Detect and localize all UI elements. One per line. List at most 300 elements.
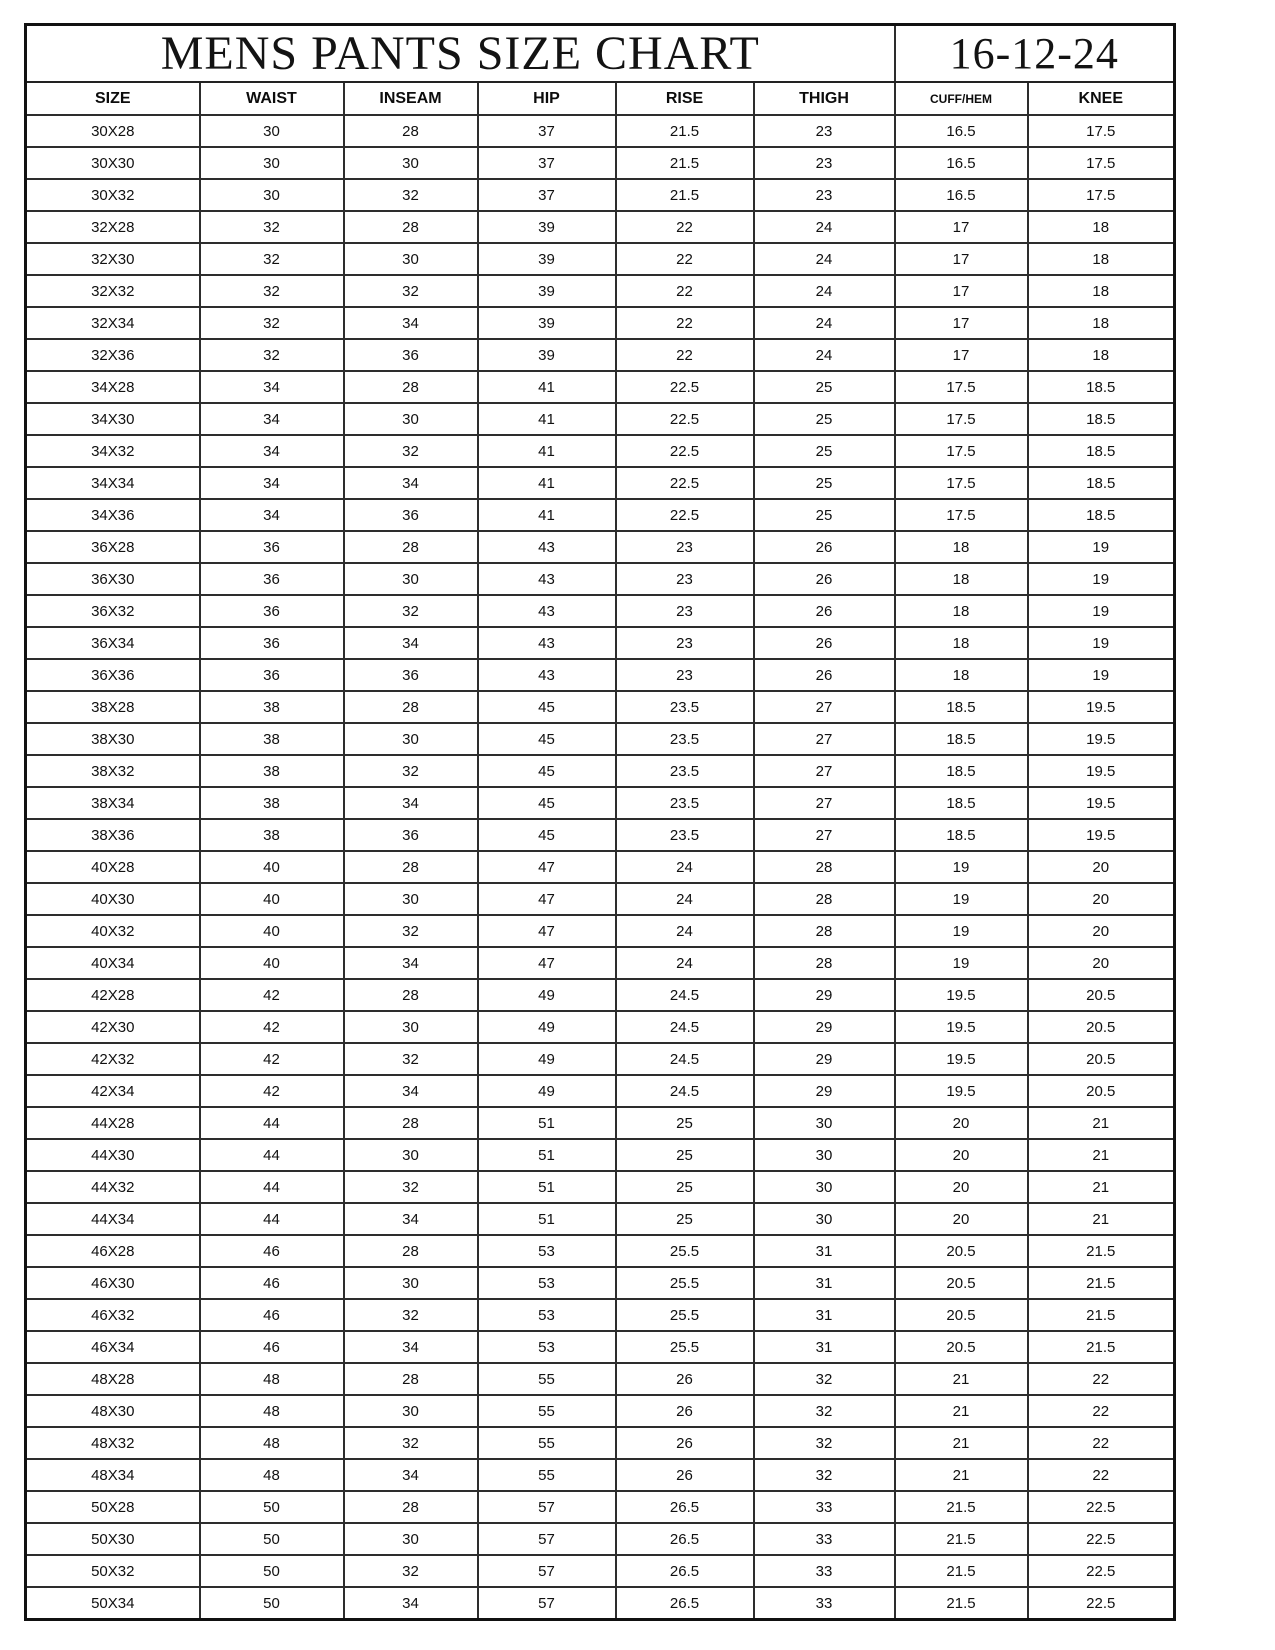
value-cell: 18 bbox=[895, 659, 1028, 691]
value-cell: 19 bbox=[895, 947, 1028, 979]
size-cell: 46X34 bbox=[26, 1331, 200, 1363]
value-cell: 23.5 bbox=[616, 819, 754, 851]
table-row bbox=[26, 1395, 1175, 1427]
value-cell: 40 bbox=[200, 851, 344, 883]
value-cell: 55 bbox=[478, 1459, 616, 1491]
size-cell: 34X36 bbox=[26, 499, 200, 531]
table-row bbox=[26, 371, 1175, 403]
value-cell: 26 bbox=[616, 1363, 754, 1395]
value-cell: 24 bbox=[616, 947, 754, 979]
value-cell: 22 bbox=[1028, 1363, 1175, 1395]
value-cell: 17.5 bbox=[1028, 147, 1175, 179]
value-cell: 22.5 bbox=[616, 499, 754, 531]
value-cell: 25 bbox=[616, 1139, 754, 1171]
value-cell: 23 bbox=[616, 659, 754, 691]
value-cell: 36 bbox=[200, 531, 344, 563]
table-row bbox=[26, 1203, 1175, 1235]
value-cell: 18 bbox=[895, 531, 1028, 563]
value-cell: 57 bbox=[478, 1491, 616, 1523]
value-cell: 20.5 bbox=[1028, 979, 1175, 1011]
value-cell: 36 bbox=[344, 499, 478, 531]
value-cell: 18.5 bbox=[895, 691, 1028, 723]
value-cell: 40 bbox=[200, 947, 344, 979]
size-cell: 38X34 bbox=[26, 787, 200, 819]
value-cell: 32 bbox=[344, 179, 478, 211]
value-cell: 32 bbox=[754, 1427, 895, 1459]
value-cell: 21 bbox=[1028, 1203, 1175, 1235]
column-header-knee: KNEE bbox=[1028, 82, 1175, 115]
table-row bbox=[26, 147, 1175, 179]
value-cell: 16.5 bbox=[895, 147, 1028, 179]
value-cell: 26 bbox=[616, 1427, 754, 1459]
value-cell: 25 bbox=[616, 1171, 754, 1203]
value-cell: 17.5 bbox=[895, 499, 1028, 531]
size-cell: 34X32 bbox=[26, 435, 200, 467]
value-cell: 30 bbox=[754, 1107, 895, 1139]
value-cell: 21.5 bbox=[895, 1491, 1028, 1523]
value-cell: 42 bbox=[200, 1043, 344, 1075]
table-row bbox=[26, 531, 1175, 563]
value-cell: 42 bbox=[200, 1011, 344, 1043]
value-cell: 28 bbox=[344, 851, 478, 883]
value-cell: 29 bbox=[754, 1075, 895, 1107]
value-cell: 53 bbox=[478, 1235, 616, 1267]
table-row bbox=[26, 1011, 1175, 1043]
value-cell: 23 bbox=[616, 595, 754, 627]
size-cell: 44X32 bbox=[26, 1171, 200, 1203]
value-cell: 17.5 bbox=[895, 403, 1028, 435]
value-cell: 33 bbox=[754, 1491, 895, 1523]
value-cell: 17 bbox=[895, 275, 1028, 307]
value-cell: 27 bbox=[754, 787, 895, 819]
value-cell: 47 bbox=[478, 915, 616, 947]
value-cell: 19 bbox=[1028, 659, 1175, 691]
value-cell: 18.5 bbox=[895, 787, 1028, 819]
value-cell: 20.5 bbox=[1028, 1075, 1175, 1107]
column-header-hip: HIP bbox=[478, 82, 616, 115]
value-cell: 19 bbox=[1028, 595, 1175, 627]
value-cell: 57 bbox=[478, 1523, 616, 1555]
size-cell: 44X34 bbox=[26, 1203, 200, 1235]
value-cell: 23 bbox=[754, 115, 895, 147]
value-cell: 30 bbox=[344, 883, 478, 915]
value-cell: 16.5 bbox=[895, 115, 1028, 147]
value-cell: 55 bbox=[478, 1395, 616, 1427]
value-cell: 38 bbox=[200, 755, 344, 787]
header-row bbox=[26, 82, 1175, 115]
value-cell: 22 bbox=[1028, 1459, 1175, 1491]
value-cell: 22.5 bbox=[616, 371, 754, 403]
value-cell: 19.5 bbox=[895, 1043, 1028, 1075]
table-row bbox=[26, 275, 1175, 307]
value-cell: 22 bbox=[1028, 1427, 1175, 1459]
value-cell: 18.5 bbox=[1028, 371, 1175, 403]
value-cell: 19.5 bbox=[1028, 787, 1175, 819]
size-cell: 48X30 bbox=[26, 1395, 200, 1427]
value-cell: 24 bbox=[754, 339, 895, 371]
table-row bbox=[26, 627, 1175, 659]
value-cell: 27 bbox=[754, 723, 895, 755]
value-cell: 30 bbox=[344, 563, 478, 595]
size-cell: 30X32 bbox=[26, 179, 200, 211]
size-cell: 48X28 bbox=[26, 1363, 200, 1395]
table-row bbox=[26, 723, 1175, 755]
value-cell: 17.5 bbox=[1028, 179, 1175, 211]
table-row bbox=[26, 1427, 1175, 1459]
value-cell: 20 bbox=[895, 1139, 1028, 1171]
table-row bbox=[26, 947, 1175, 979]
value-cell: 17.5 bbox=[895, 371, 1028, 403]
value-cell: 22.5 bbox=[1028, 1587, 1175, 1620]
value-cell: 21.5 bbox=[1028, 1331, 1175, 1363]
value-cell: 37 bbox=[478, 115, 616, 147]
value-cell: 48 bbox=[200, 1363, 344, 1395]
value-cell: 32 bbox=[200, 275, 344, 307]
value-cell: 46 bbox=[200, 1331, 344, 1363]
value-cell: 44 bbox=[200, 1107, 344, 1139]
value-cell: 49 bbox=[478, 1043, 616, 1075]
value-cell: 22 bbox=[616, 243, 754, 275]
value-cell: 19 bbox=[895, 883, 1028, 915]
value-cell: 21 bbox=[1028, 1107, 1175, 1139]
value-cell: 26 bbox=[754, 563, 895, 595]
value-cell: 43 bbox=[478, 563, 616, 595]
value-cell: 43 bbox=[478, 659, 616, 691]
value-cell: 32 bbox=[200, 307, 344, 339]
value-cell: 36 bbox=[344, 339, 478, 371]
size-cell: 50X30 bbox=[26, 1523, 200, 1555]
value-cell: 28 bbox=[344, 979, 478, 1011]
value-cell: 23.5 bbox=[616, 723, 754, 755]
value-cell: 17.5 bbox=[895, 435, 1028, 467]
value-cell: 19 bbox=[1028, 563, 1175, 595]
value-cell: 18 bbox=[1028, 211, 1175, 243]
size-cell: 38X30 bbox=[26, 723, 200, 755]
value-cell: 18 bbox=[895, 563, 1028, 595]
value-cell: 53 bbox=[478, 1299, 616, 1331]
value-cell: 20 bbox=[895, 1107, 1028, 1139]
value-cell: 28 bbox=[754, 883, 895, 915]
value-cell: 20 bbox=[1028, 947, 1175, 979]
value-cell: 34 bbox=[200, 403, 344, 435]
value-cell: 29 bbox=[754, 979, 895, 1011]
value-cell: 30 bbox=[344, 1523, 478, 1555]
value-cell: 18 bbox=[1028, 307, 1175, 339]
size-cell: 44X28 bbox=[26, 1107, 200, 1139]
value-cell: 44 bbox=[200, 1203, 344, 1235]
value-cell: 31 bbox=[754, 1331, 895, 1363]
value-cell: 24 bbox=[754, 275, 895, 307]
value-cell: 32 bbox=[344, 275, 478, 307]
value-cell: 34 bbox=[344, 1075, 478, 1107]
value-cell: 46 bbox=[200, 1299, 344, 1331]
value-cell: 49 bbox=[478, 1011, 616, 1043]
value-cell: 53 bbox=[478, 1331, 616, 1363]
value-cell: 26.5 bbox=[616, 1523, 754, 1555]
size-cell: 48X32 bbox=[26, 1427, 200, 1459]
value-cell: 23.5 bbox=[616, 691, 754, 723]
size-cell: 36X32 bbox=[26, 595, 200, 627]
value-cell: 27 bbox=[754, 691, 895, 723]
table-row bbox=[26, 659, 1175, 691]
value-cell: 19.5 bbox=[1028, 819, 1175, 851]
value-cell: 23.5 bbox=[616, 755, 754, 787]
value-cell: 19.5 bbox=[895, 1011, 1028, 1043]
value-cell: 32 bbox=[344, 1427, 478, 1459]
value-cell: 30 bbox=[344, 1267, 478, 1299]
size-cell: 32X36 bbox=[26, 339, 200, 371]
value-cell: 32 bbox=[344, 1555, 478, 1587]
value-cell: 25 bbox=[616, 1203, 754, 1235]
value-cell: 17 bbox=[895, 339, 1028, 371]
size-cell: 38X28 bbox=[26, 691, 200, 723]
table-row bbox=[26, 787, 1175, 819]
value-cell: 36 bbox=[200, 627, 344, 659]
value-cell: 20.5 bbox=[895, 1331, 1028, 1363]
value-cell: 21.5 bbox=[1028, 1267, 1175, 1299]
size-cell: 34X28 bbox=[26, 371, 200, 403]
value-cell: 18 bbox=[895, 627, 1028, 659]
size-cell: 36X30 bbox=[26, 563, 200, 595]
value-cell: 21 bbox=[1028, 1171, 1175, 1203]
value-cell: 34 bbox=[344, 1203, 478, 1235]
size-cell: 42X28 bbox=[26, 979, 200, 1011]
column-header-cuff-hem: CUFF/HEM bbox=[895, 82, 1028, 115]
value-cell: 32 bbox=[344, 915, 478, 947]
value-cell: 43 bbox=[478, 627, 616, 659]
value-cell: 34 bbox=[200, 467, 344, 499]
value-cell: 28 bbox=[344, 115, 478, 147]
value-cell: 18.5 bbox=[1028, 467, 1175, 499]
value-cell: 39 bbox=[478, 211, 616, 243]
table-row bbox=[26, 1299, 1175, 1331]
value-cell: 24 bbox=[616, 851, 754, 883]
page-title: MENS PANTS SIZE CHART bbox=[26, 25, 895, 83]
size-cell: 34X34 bbox=[26, 467, 200, 499]
column-header-rise: RISE bbox=[616, 82, 754, 115]
value-cell: 24.5 bbox=[616, 979, 754, 1011]
value-cell: 40 bbox=[200, 915, 344, 947]
value-cell: 24 bbox=[754, 307, 895, 339]
value-cell: 22.5 bbox=[1028, 1555, 1175, 1587]
value-cell: 28 bbox=[344, 211, 478, 243]
value-cell: 19 bbox=[895, 851, 1028, 883]
value-cell: 22 bbox=[616, 307, 754, 339]
value-cell: 30 bbox=[344, 1011, 478, 1043]
value-cell: 43 bbox=[478, 531, 616, 563]
table-row bbox=[26, 211, 1175, 243]
value-cell: 38 bbox=[200, 723, 344, 755]
value-cell: 19.5 bbox=[895, 979, 1028, 1011]
value-cell: 26 bbox=[616, 1395, 754, 1427]
value-cell: 51 bbox=[478, 1203, 616, 1235]
table-row bbox=[26, 339, 1175, 371]
value-cell: 28 bbox=[344, 371, 478, 403]
table-row bbox=[26, 435, 1175, 467]
size-cell: 40X32 bbox=[26, 915, 200, 947]
value-cell: 34 bbox=[344, 787, 478, 819]
value-cell: 22.5 bbox=[616, 467, 754, 499]
value-cell: 18.5 bbox=[895, 755, 1028, 787]
table-head bbox=[26, 25, 1175, 116]
value-cell: 16.5 bbox=[895, 179, 1028, 211]
value-cell: 28 bbox=[344, 1107, 478, 1139]
size-cell: 38X36 bbox=[26, 819, 200, 851]
value-cell: 45 bbox=[478, 755, 616, 787]
value-cell: 28 bbox=[344, 1491, 478, 1523]
value-cell: 23 bbox=[616, 627, 754, 659]
value-cell: 32 bbox=[200, 211, 344, 243]
size-cell: 50X34 bbox=[26, 1587, 200, 1620]
size-cell: 50X32 bbox=[26, 1555, 200, 1587]
value-cell: 23 bbox=[616, 563, 754, 595]
value-cell: 37 bbox=[478, 147, 616, 179]
value-cell: 30 bbox=[344, 1139, 478, 1171]
size-cell: 36X34 bbox=[26, 627, 200, 659]
value-cell: 36 bbox=[344, 819, 478, 851]
value-cell: 50 bbox=[200, 1523, 344, 1555]
value-cell: 23 bbox=[616, 531, 754, 563]
value-cell: 45 bbox=[478, 691, 616, 723]
value-cell: 32 bbox=[344, 1171, 478, 1203]
value-cell: 26.5 bbox=[616, 1587, 754, 1620]
size-cell: 42X32 bbox=[26, 1043, 200, 1075]
value-cell: 45 bbox=[478, 787, 616, 819]
value-cell: 26 bbox=[754, 627, 895, 659]
value-cell: 24 bbox=[754, 211, 895, 243]
value-cell: 34 bbox=[344, 1587, 478, 1620]
table-row bbox=[26, 851, 1175, 883]
value-cell: 26.5 bbox=[616, 1491, 754, 1523]
value-cell: 41 bbox=[478, 371, 616, 403]
value-cell: 26 bbox=[754, 595, 895, 627]
value-cell: 49 bbox=[478, 1075, 616, 1107]
size-cell: 40X30 bbox=[26, 883, 200, 915]
value-cell: 41 bbox=[478, 467, 616, 499]
value-cell: 18.5 bbox=[1028, 435, 1175, 467]
value-cell: 51 bbox=[478, 1171, 616, 1203]
value-cell: 22.5 bbox=[1028, 1491, 1175, 1523]
table-row bbox=[26, 1075, 1175, 1107]
value-cell: 20 bbox=[1028, 883, 1175, 915]
size-cell: 34X30 bbox=[26, 403, 200, 435]
value-cell: 25 bbox=[754, 403, 895, 435]
value-cell: 57 bbox=[478, 1555, 616, 1587]
value-cell: 30 bbox=[754, 1171, 895, 1203]
value-cell: 33 bbox=[754, 1523, 895, 1555]
table-row bbox=[26, 1587, 1175, 1620]
value-cell: 32 bbox=[344, 1043, 478, 1075]
size-cell: 30X30 bbox=[26, 147, 200, 179]
value-cell: 21.5 bbox=[1028, 1299, 1175, 1331]
value-cell: 47 bbox=[478, 851, 616, 883]
value-cell: 53 bbox=[478, 1267, 616, 1299]
value-cell: 21.5 bbox=[1028, 1235, 1175, 1267]
value-cell: 24.5 bbox=[616, 1075, 754, 1107]
value-cell: 46 bbox=[200, 1267, 344, 1299]
table-row bbox=[26, 467, 1175, 499]
table-row bbox=[26, 1459, 1175, 1491]
value-cell: 22 bbox=[616, 339, 754, 371]
value-cell: 34 bbox=[200, 435, 344, 467]
value-cell: 32 bbox=[344, 755, 478, 787]
value-cell: 18 bbox=[895, 595, 1028, 627]
value-cell: 24.5 bbox=[616, 1011, 754, 1043]
value-cell: 26.5 bbox=[616, 1555, 754, 1587]
value-cell: 31 bbox=[754, 1299, 895, 1331]
column-header-waist: WAIST bbox=[200, 82, 344, 115]
value-cell: 30 bbox=[344, 723, 478, 755]
value-cell: 38 bbox=[200, 691, 344, 723]
value-cell: 46 bbox=[200, 1235, 344, 1267]
value-cell: 25.5 bbox=[616, 1267, 754, 1299]
value-cell: 55 bbox=[478, 1363, 616, 1395]
value-cell: 28 bbox=[344, 1235, 478, 1267]
value-cell: 18.5 bbox=[895, 819, 1028, 851]
value-cell: 45 bbox=[478, 723, 616, 755]
value-cell: 41 bbox=[478, 403, 616, 435]
value-cell: 32 bbox=[754, 1395, 895, 1427]
column-header-inseam: INSEAM bbox=[344, 82, 478, 115]
value-cell: 17 bbox=[895, 307, 1028, 339]
value-cell: 28 bbox=[344, 1363, 478, 1395]
table-row bbox=[26, 1267, 1175, 1299]
value-cell: 55 bbox=[478, 1427, 616, 1459]
value-cell: 17.5 bbox=[1028, 115, 1175, 147]
table-row bbox=[26, 1523, 1175, 1555]
value-cell: 22 bbox=[616, 275, 754, 307]
value-cell: 21 bbox=[895, 1363, 1028, 1395]
value-cell: 19 bbox=[1028, 627, 1175, 659]
table-row bbox=[26, 1235, 1175, 1267]
value-cell: 20.5 bbox=[895, 1299, 1028, 1331]
value-cell: 21 bbox=[895, 1395, 1028, 1427]
value-cell: 24 bbox=[616, 883, 754, 915]
table-row bbox=[26, 915, 1175, 947]
value-cell: 32 bbox=[344, 1299, 478, 1331]
value-cell: 24.5 bbox=[616, 1043, 754, 1075]
value-cell: 34 bbox=[344, 947, 478, 979]
table-row bbox=[26, 691, 1175, 723]
value-cell: 20 bbox=[895, 1203, 1028, 1235]
value-cell: 48 bbox=[200, 1459, 344, 1491]
value-cell: 23 bbox=[754, 179, 895, 211]
table-row bbox=[26, 1107, 1175, 1139]
table-row bbox=[26, 1171, 1175, 1203]
size-cell: 32X30 bbox=[26, 243, 200, 275]
table-row bbox=[26, 307, 1175, 339]
value-cell: 30 bbox=[344, 403, 478, 435]
size-cell: 44X30 bbox=[26, 1139, 200, 1171]
value-cell: 18 bbox=[1028, 243, 1175, 275]
size-cell: 36X28 bbox=[26, 531, 200, 563]
title-row bbox=[26, 25, 1175, 83]
value-cell: 17.5 bbox=[895, 467, 1028, 499]
date-label: 16-12-24 bbox=[895, 25, 1175, 83]
value-cell: 30 bbox=[344, 243, 478, 275]
value-cell: 34 bbox=[344, 627, 478, 659]
value-cell: 17 bbox=[895, 243, 1028, 275]
table-row bbox=[26, 179, 1175, 211]
value-cell: 21.5 bbox=[895, 1555, 1028, 1587]
size-cell: 48X34 bbox=[26, 1459, 200, 1491]
value-cell: 36 bbox=[200, 595, 344, 627]
size-cell: 46X32 bbox=[26, 1299, 200, 1331]
table-row bbox=[26, 1043, 1175, 1075]
value-cell: 30 bbox=[344, 147, 478, 179]
value-cell: 19 bbox=[895, 915, 1028, 947]
value-cell: 48 bbox=[200, 1395, 344, 1427]
